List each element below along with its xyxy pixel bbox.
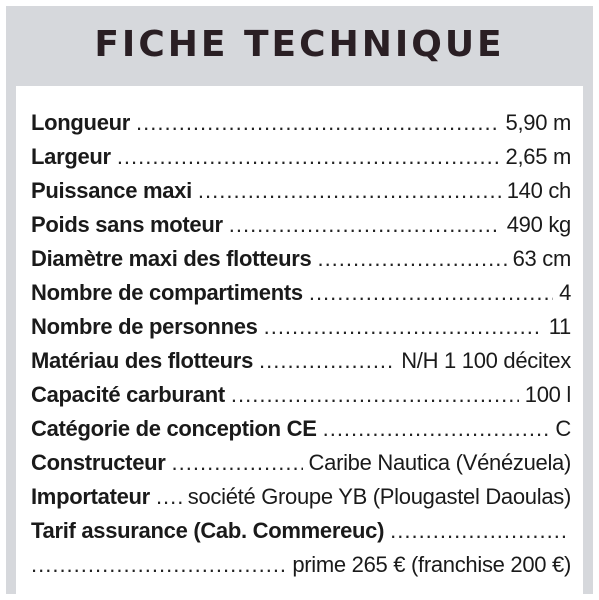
dot-leader: [390, 514, 565, 548]
dot-leader: [317, 242, 506, 276]
spec-label: Largeur: [31, 144, 111, 169]
spec-value: société Groupe YB (Plougastel Daoulas): [187, 484, 571, 509]
dot-leader: [264, 310, 543, 344]
spec-row-tarif-continuation: [31, 548, 571, 582]
spec-value: C: [555, 416, 571, 441]
dot-leader: [198, 174, 501, 208]
spec-label: Puissance maxi: [31, 178, 192, 203]
spec-label: Importateur: [31, 484, 150, 509]
spec-value: N/H 1 100 décitex: [401, 348, 571, 373]
spec-row-largeur: [31, 140, 571, 174]
spec-label: Matériau des flotteurs: [31, 348, 254, 373]
spec-row-carburant: [31, 378, 571, 412]
spec-label: Capacité carburant: [31, 382, 225, 407]
spec-value: 2,65 m: [505, 144, 571, 169]
spec-card: [6, 6, 593, 594]
title-bar: [6, 6, 593, 82]
spec-value: 490 kg: [506, 212, 571, 237]
spec-row-importateur: [31, 480, 571, 514]
spec-row-materiau: [31, 344, 571, 378]
spec-value: 140 ch: [506, 178, 571, 203]
spec-list: [31, 106, 571, 582]
spec-row-longueur: [31, 106, 571, 140]
card-title: FICHE TECHNIQUE: [94, 23, 505, 65]
dot-leader: [156, 480, 182, 514]
spec-label: Nombre de compartiments: [31, 280, 303, 305]
dot-leader: [136, 106, 500, 140]
spec-row-diametre: [31, 242, 571, 276]
dot-leader: [229, 208, 501, 242]
spec-value: 5,90 m: [505, 110, 571, 135]
spec-label: Constructeur: [31, 450, 166, 475]
spec-value: Caribe Nautica (Vénézuela): [308, 450, 571, 475]
spec-label: Catégorie de conception CE: [31, 416, 317, 441]
spec-label: Nombre de personnes: [31, 314, 258, 339]
dot-leader: [172, 446, 303, 480]
spec-label: Poids sans moteur: [31, 212, 223, 237]
spec-value: 100 l: [524, 382, 571, 407]
dot-leader: [231, 378, 519, 412]
spec-row-tarif: [31, 514, 571, 548]
dot-leader: [309, 276, 553, 310]
spec-row-compartiments: [31, 276, 571, 310]
spec-label: Tarif assurance (Cab. Commereuc): [31, 518, 385, 543]
spec-label: Diamètre maxi des flotteurs: [31, 246, 312, 271]
spec-value: 4: [559, 280, 571, 305]
spec-row-constructeur: [31, 446, 571, 480]
spec-label: Longueur: [31, 110, 131, 135]
dot-leader: [31, 548, 286, 582]
spec-value: 11: [548, 314, 571, 339]
spec-row-puissance: [31, 174, 571, 208]
spec-row-categorie: [31, 412, 571, 446]
dot-leader: [117, 140, 500, 174]
spec-row-poids: [31, 208, 571, 242]
spec-row-personnes: [31, 310, 571, 344]
spec-panel: [16, 86, 583, 594]
spec-value: prime 265 € (franchise 200 €): [292, 552, 571, 577]
spec-value: 63 cm: [512, 246, 571, 271]
dot-leader: [259, 344, 395, 378]
dot-leader: [323, 412, 550, 446]
